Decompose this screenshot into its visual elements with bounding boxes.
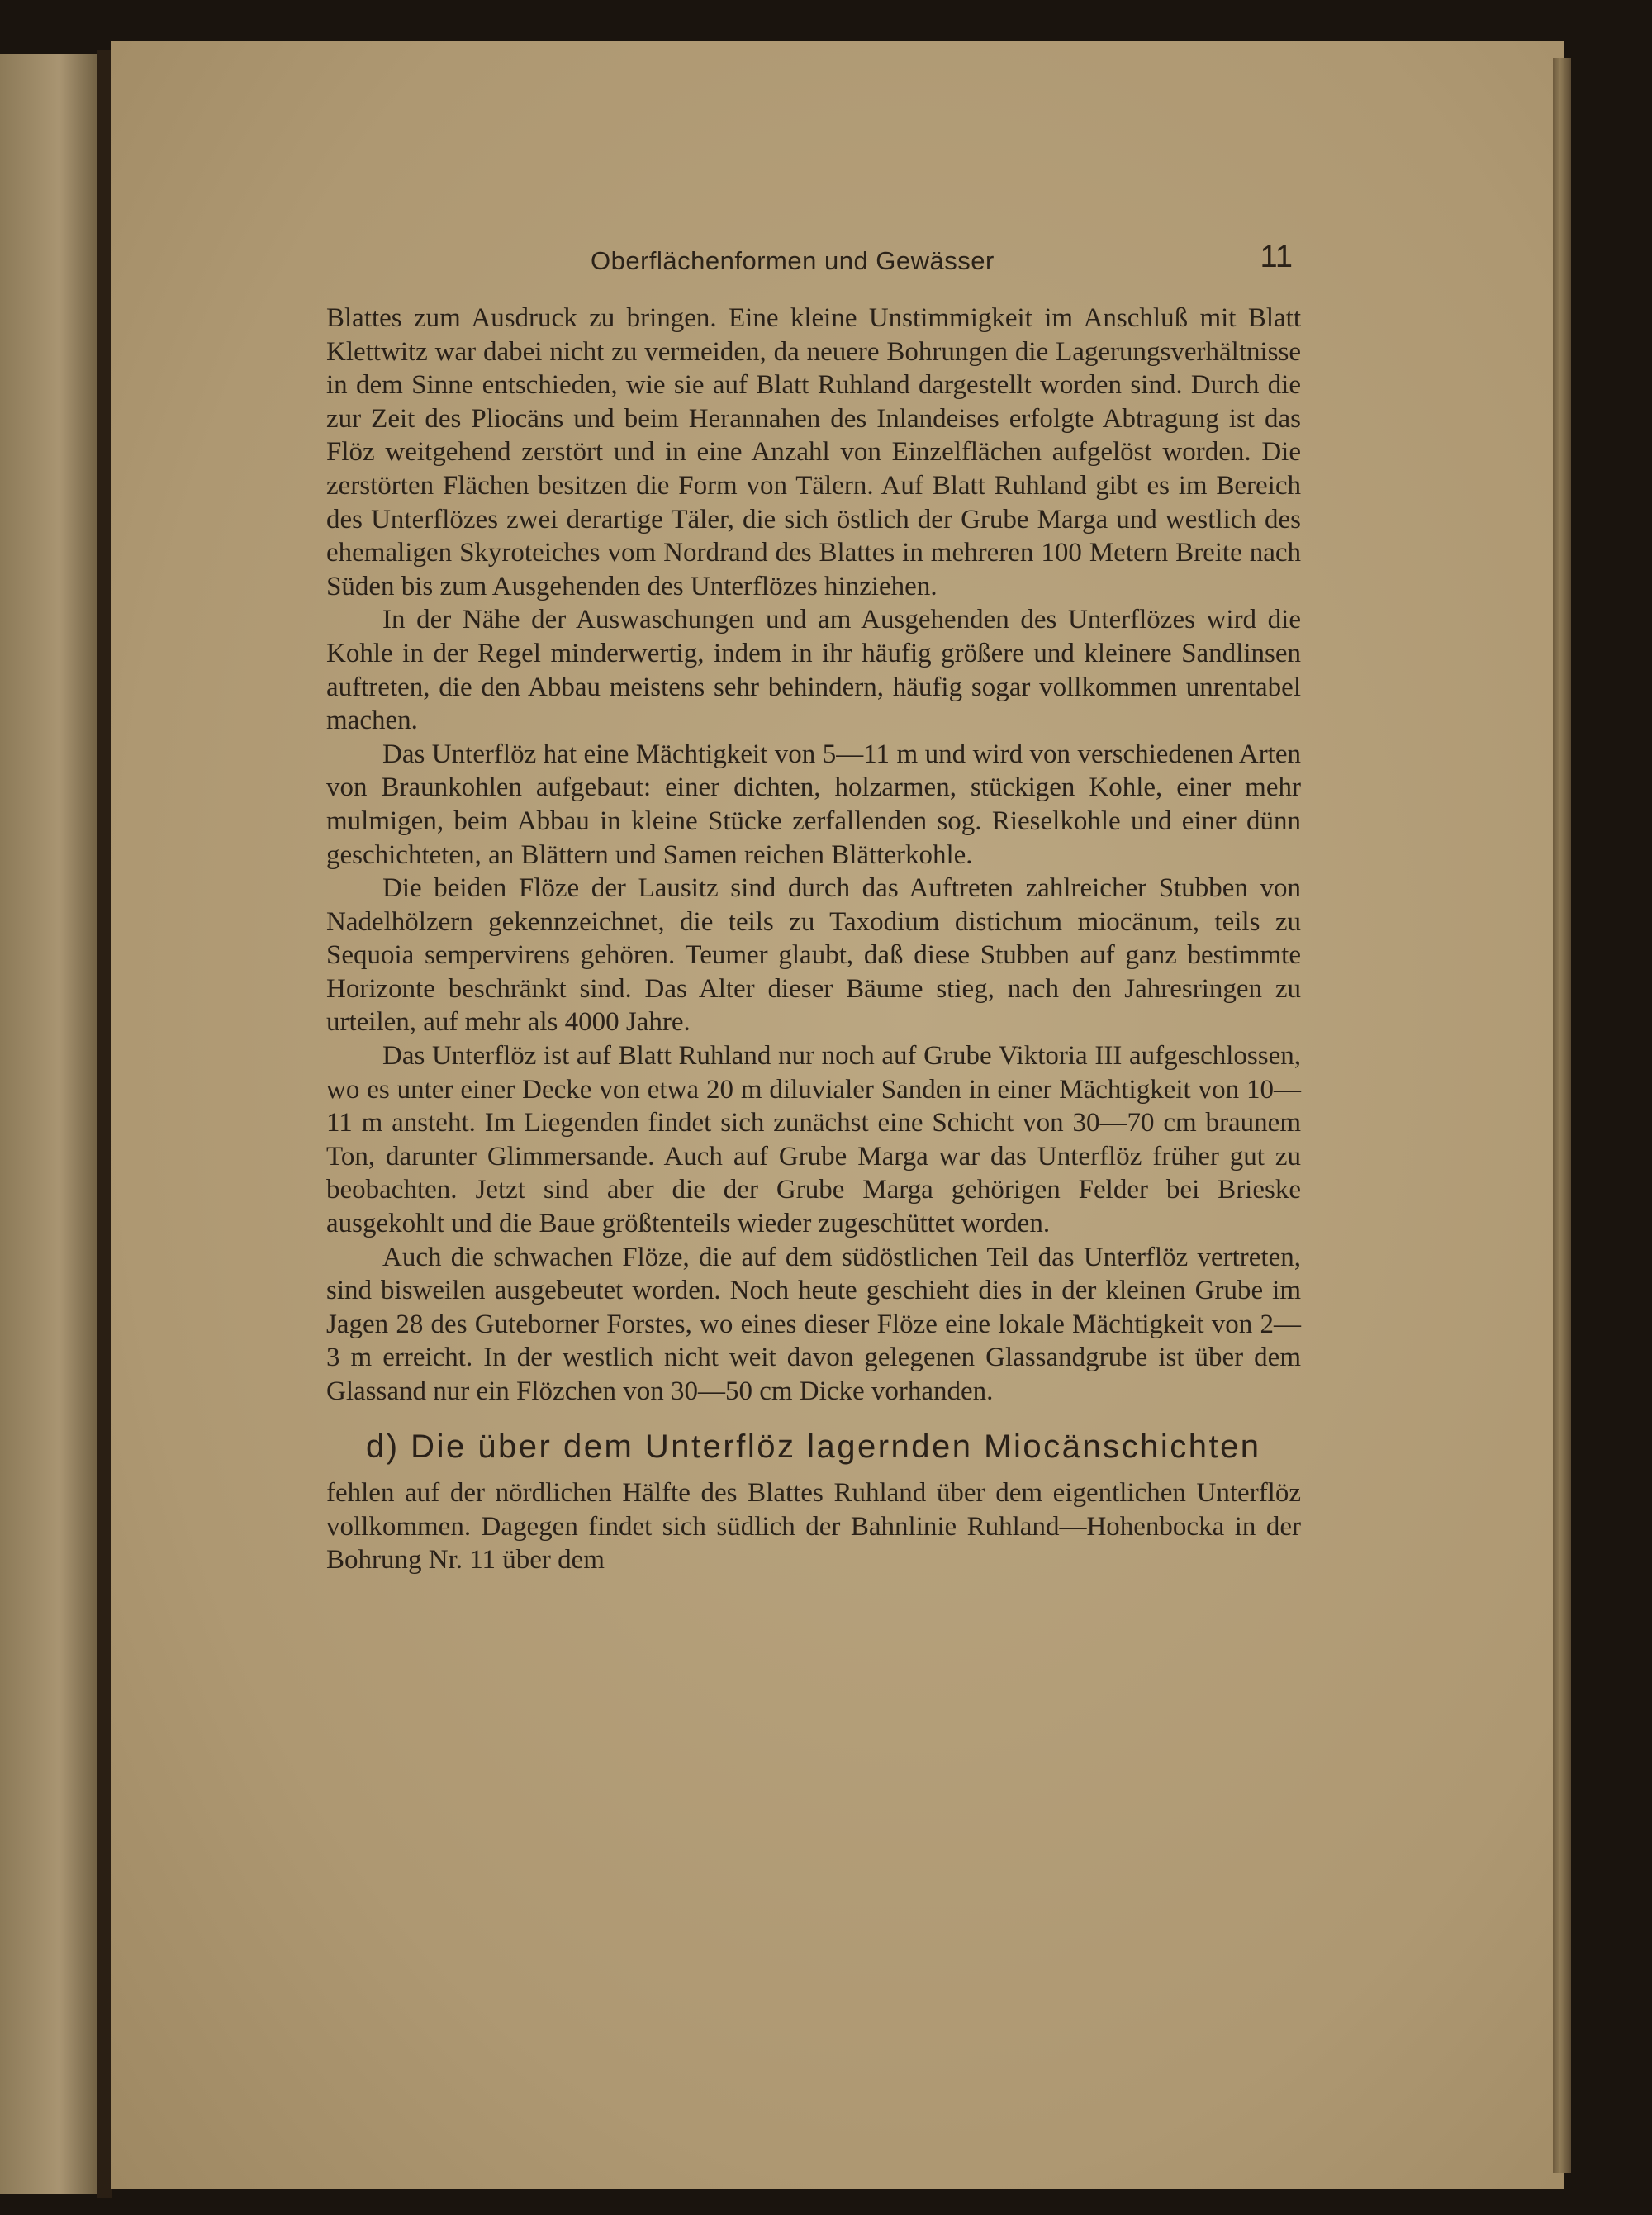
paragraph: Die beiden Flöze der Lausitz sind durch das Auftreten zahlreicher Stubben von Nadelhölzern gekennzeichnet, die teils zu Taxodium distichum miocänum, teils zu Sequoia sempervirens gehören. Teumer glaubt, daß diese Stubben auf ganz bestimmte Horizonte beschränkt sind. Das Alter dieser Bäume stieg, nach den Jahresringen zu urteilen, auf mehr als 4000 Jahre.	[326, 873, 1301, 1038]
paragraph: Auch die schwachen Flöze, die auf dem südöstlichen Teil das Unterflöz vertreten, sind bisweilen ausgebeutet worden. Noch heute geschieht dies in der kleinen Grube im Jagen 28 des Guteborner Forstes, wo eines dieser Flöze eine lokale Mächtigkeit von 2—3 m erreicht. In der westlich nicht weit davon gelegenen Glassandgrube ist über dem Glassand nur ein Flözchen von 30—50 cm Dicke vorhanden.	[326, 1242, 1301, 1406]
page-number: 11	[1260, 240, 1293, 274]
page-stack-edge	[1553, 58, 1571, 2173]
page-header	[591, 240, 1293, 281]
body-text	[326, 302, 1301, 1577]
section-heading: d) Die über dem Unterflöz lagernden Miocänschichten	[366, 1428, 1261, 1465]
paragraph: Das Unterflöz hat eine Mächtigkeit von 5—11 m und wird von verschiedenen Arten von Braunkohlen aufgebaut: einer dichten, holzarmen, stückigen Kohle, einer mehr mulmigen, beim Abbau in kleine Stücke zerfallenden sog. Rieselkohle und einer dünn geschichteten, an Blättern und Samen reichen Blätterkohle.	[326, 739, 1301, 870]
paragraph: Das Unterflöz ist auf Blatt Ruhland nur noch auf Grube Viktoria III aufgeschlossen, wo es unter einer Decke von etwa 20 m diluvialer Sanden in einer Mächtigkeit von 10—11 m ansteht. Im Liegenden findet sich zunächst eine Schicht von 30—70 cm braunem Ton, darunter Glimmersande. Auch auf Grube Marga war das Unterflöz früher gut zu beobachten. Jetzt sind aber die der Grube Marga gehörigen Felder bei Brieske ausgekohlt und die Baue größtenteils wieder zugeschüttet worden.	[326, 1041, 1301, 1239]
paragraph: In der Nähe der Auswaschungen und am Ausgehenden des Unterflözes wird die Kohle in der Regel minderwertig, indem in ihr häufig größere und kleinere Sandlinsen auftreten, die den Abbau meistens sehr behindern, häufig sogar vollkommen unrentabel machen.	[326, 605, 1301, 736]
paragraph: Blattes zum Ausdruck zu bringen. Eine kleine Unstimmigkeit im Anschluß mit Blatt Klettwitz war dabei nicht zu vermeiden, da neuere Bohrungen die Lagerungsverhältnisse in dem Sinne entschieden, wie sie auf Blatt Ruhland dargestellt worden sind. Durch die zur Zeit des Pliocäns und beim Herannahen des Inlandeises erfolgte Abtragung ist das Flöz weitgehend zerstört und in eine Anzahl von Einzelflächen aufgelöst worden. Die zerstörten Flächen besitzen die Form von Tälern. Auf Blatt Ruhland gibt es im Bereich des Unterflözes zwei derartige Täler, die sich östlich der Grube Marga und westlich des ehemaligen Skyroteiches vom Nordrand des Blattes in mehreren 100 Metern Breite nach Süden bis zum Ausgehenden des Unterflözes hinziehen.	[326, 303, 1301, 601]
section-paragraph: fehlen auf der nördlichen Hälfte des Blattes Ruhland über dem eigentlichen Unterflöz vollkommen. Dagegen findet sich südlich der Bahnlinie Ruhland—Hohenbocka in der Bohrung Nr. 11 über dem	[326, 1478, 1301, 1576]
running-head: Oberflächenformen und Gewässer	[591, 246, 995, 275]
facing-page-edge	[0, 54, 99, 2194]
